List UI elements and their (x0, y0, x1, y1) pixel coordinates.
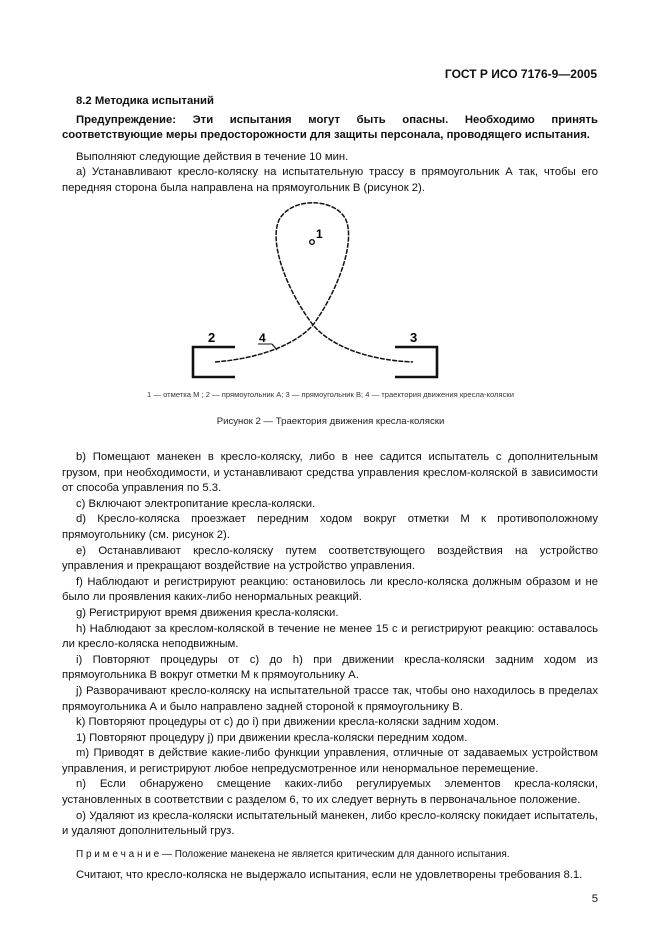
document-id: ГОСТ Р ИСО 7176-9—2005 (444, 67, 597, 81)
step-o: о) Удаляют из кресла-коляски испытательный манекен, либо кресло-коляску покидает испытатель, и удаляют дополнительный груз. (62, 809, 598, 838)
label-3: 3 (410, 330, 418, 345)
trajectory-path (215, 203, 413, 362)
note-text: П р и м е ч а н и е — Положение манекена не является критическим для данного испытания. (76, 848, 510, 860)
step-n: n) Если обнаружено смещение каких-либо регулируемых элементов кресла-коляски, установленных в соответствии с разделом 6, то их следует вернуть в первоначальное положение. (62, 778, 598, 807)
step-c: с) Включают электропитание кресла-коляски. (76, 497, 316, 510)
rectangle-b (395, 347, 437, 377)
step-e: е) Останавливают кресло-коляску путем соответствующего воздействия на устройство управления и прекращают воздействие на устройство управления. (62, 544, 598, 573)
step-f: f) Наблюдают и регистрируют реакцию: остановилось ли кресло-коляска должным образом и не было ли проявления каких-либо ненормальных реакций. (62, 575, 598, 604)
section-title: 8.2 Методика испытаний (76, 95, 214, 107)
step-g: g) Регистрируют время движения кресла-коляски. (76, 606, 339, 619)
step-h: h) Наблюдают за креслом-коляской в течение не менее 15 с и регистрируют реакцию: оставалось ли кресло-коляска неподвижным. (62, 622, 598, 651)
step-b: b) Помещают манекен в кресло-коляску, либо в нее садится испытатель с дополнительным грузом, при необходимости, и устанавливают средства управления креслом-коляской в зависимости от способа управления по 5.3. (62, 451, 598, 495)
step-m: m) Приводят в действие какие-либо функции управления, отличные от задаваемых устройством управления, и регистрируют любое непредусмотренное или ненормальное перемещение. (62, 747, 598, 775)
rectangle-a (193, 347, 235, 377)
step-i: i) Повторяют процедуры от с) до h) при движении кресла-коляски задним ходом из прямоугольника В вокруг отметки М к прямоугольнику А. (62, 653, 598, 682)
step-k: k) Повторяют процедуры от с) до i) при движении кресла-коляски задним ходом. (76, 716, 499, 729)
intro-paragraph: Выполняют следующие действия в течение 10 мин. (76, 150, 349, 163)
step-d: d) Кресло-коляска проезжает передним ходом вокруг отметки М к противоположному прямоугольнику (см. рисунок 2). (62, 513, 598, 541)
mark-m (310, 240, 315, 245)
figure-legend: 1 — отметка М ; 2 — прямоугольник А; 3 — прямоугольник В; 4 — траектория движения кресла-коляски (147, 390, 514, 399)
warning-text: Предупреждение: Эти испытания могут быть опасны. Необходимо принять соответствующие меры предосторожности для защиты персонала, проводящего испытания. (62, 113, 598, 142)
label-2: 2 (208, 330, 216, 345)
label-4: 4 (259, 331, 266, 345)
step-l: 1) Повторяют процедуру j) при движении кресла-коляски передним ходом. (76, 731, 468, 744)
trajectory-diagram (0, 0, 661, 388)
step-j: j) Разворачивают кресло-коляску на испытательной трассе так, чтобы оно находилось в пределах прямоугольника А и было направлено задней стороной к прямоугольнику В. (62, 684, 598, 713)
conclusion-text: Считают, что кресло-коляска не выдержало испытания, если не удовлетворены требования 8.1. (76, 869, 583, 882)
page-number: 5 (591, 893, 598, 906)
label-1: 1 (316, 227, 323, 241)
figure-caption: Рисунок 2 — Траектория движения кресла-коляски (216, 416, 445, 427)
steps-flow (62, 450, 598, 908)
step-a: а) Устанавливают кресло-коляску на испытательную трассу в прямоугольник А так, чтобы его передняя сторона была направлена на прямоугольник В (рисунок 2). (62, 166, 598, 194)
